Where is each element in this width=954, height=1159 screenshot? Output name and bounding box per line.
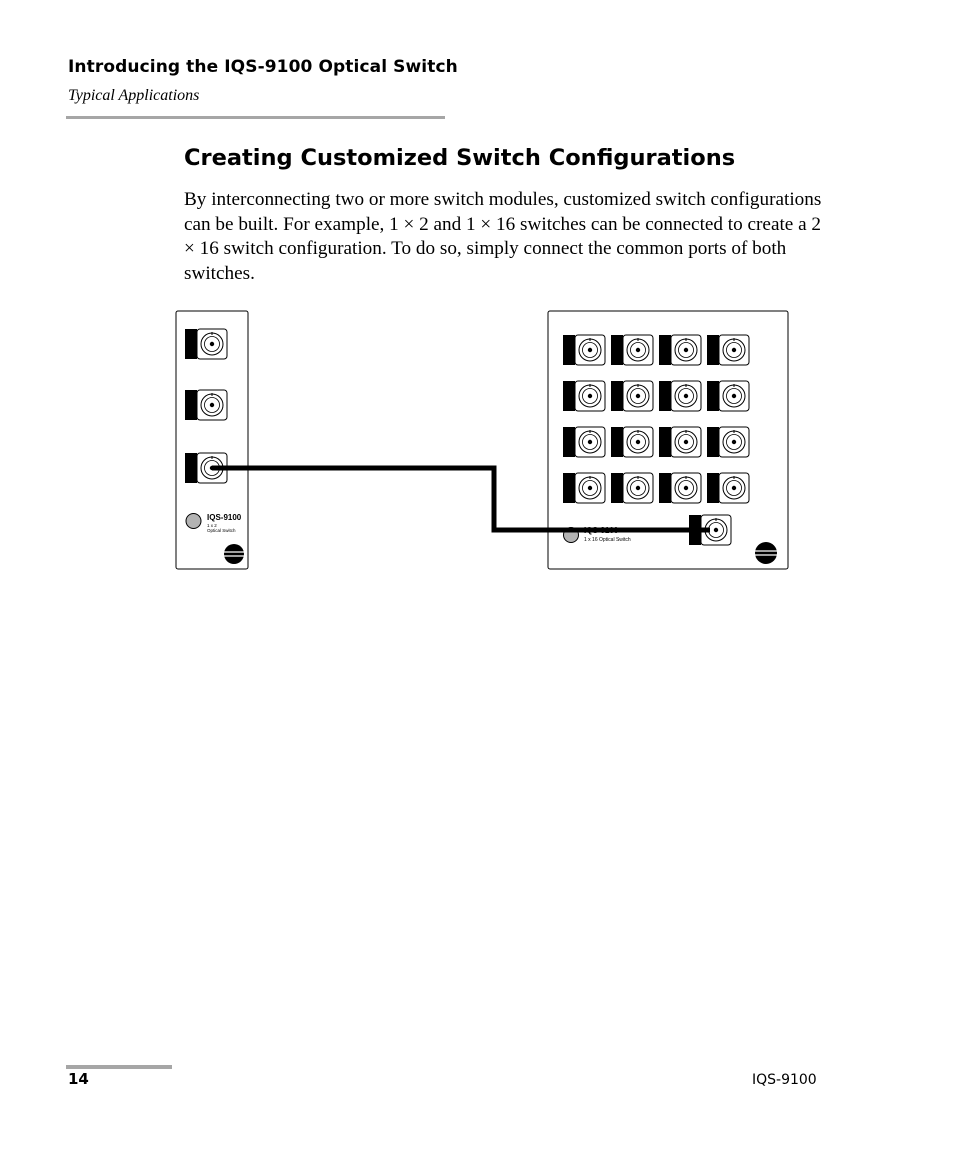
module-1x16-output-port	[611, 427, 653, 457]
page-number: 14	[68, 1070, 89, 1088]
module-1x16-output-port	[611, 473, 653, 503]
footer-divider	[66, 1065, 172, 1069]
module-1x16-output-port	[611, 335, 653, 365]
module-1x16-screw	[755, 542, 777, 564]
module-1x16-output-port	[659, 473, 701, 503]
header-divider	[66, 116, 445, 119]
module-1x2-panel	[176, 311, 248, 569]
module-1x16-output-port	[659, 381, 701, 411]
module-1x16-output-port	[563, 473, 605, 503]
module-1x2-output-port	[185, 390, 227, 420]
module-1x16-model: IQS-9100	[584, 526, 619, 535]
section-title: Creating Customized Switch Configurations	[184, 145, 736, 171]
footer-product-name: IQS-9100	[752, 1072, 817, 1088]
module-1x16-output-port	[659, 427, 701, 457]
module-1x16-output-port	[611, 381, 653, 411]
module-1x2-led	[186, 514, 201, 529]
chapter-title: Introducing the IQS-9100 Optical Switch	[68, 57, 458, 77]
module-1x2-ports	[185, 329, 227, 483]
module-1x2-model: IQS-9100	[207, 513, 242, 522]
switch-interconnection-diagram	[170, 305, 795, 575]
module-1x2-output-port	[185, 329, 227, 359]
module-1x16-output-port	[707, 335, 749, 365]
module-1x16-config: 1 x 16 Optical Switch	[584, 537, 631, 543]
section-name: Typical Applications	[68, 87, 200, 104]
module-1x16-output-port	[563, 427, 605, 457]
module-1x2-screw	[224, 544, 244, 564]
module-1x16-output-port	[563, 335, 605, 365]
module-1x16-output-port	[659, 335, 701, 365]
module-1x16-output-port	[707, 427, 749, 457]
module-1x16-output-port	[563, 381, 605, 411]
module-1x16-output-port	[707, 381, 749, 411]
module-1x2-config-line1: 1 x 2	[207, 523, 217, 528]
section-body: By interconnecting two or more switch modules, customized switch configurations can be built. For example, 1 × 2 and 1 × 16 switches can be connected to create a 2 × 16 switch configuration. To do so, simply connect the common ports of both switches.	[184, 189, 822, 284]
module-1x2-config-line2: Optical Switch	[207, 528, 236, 533]
module-1x16-output-port	[707, 473, 749, 503]
